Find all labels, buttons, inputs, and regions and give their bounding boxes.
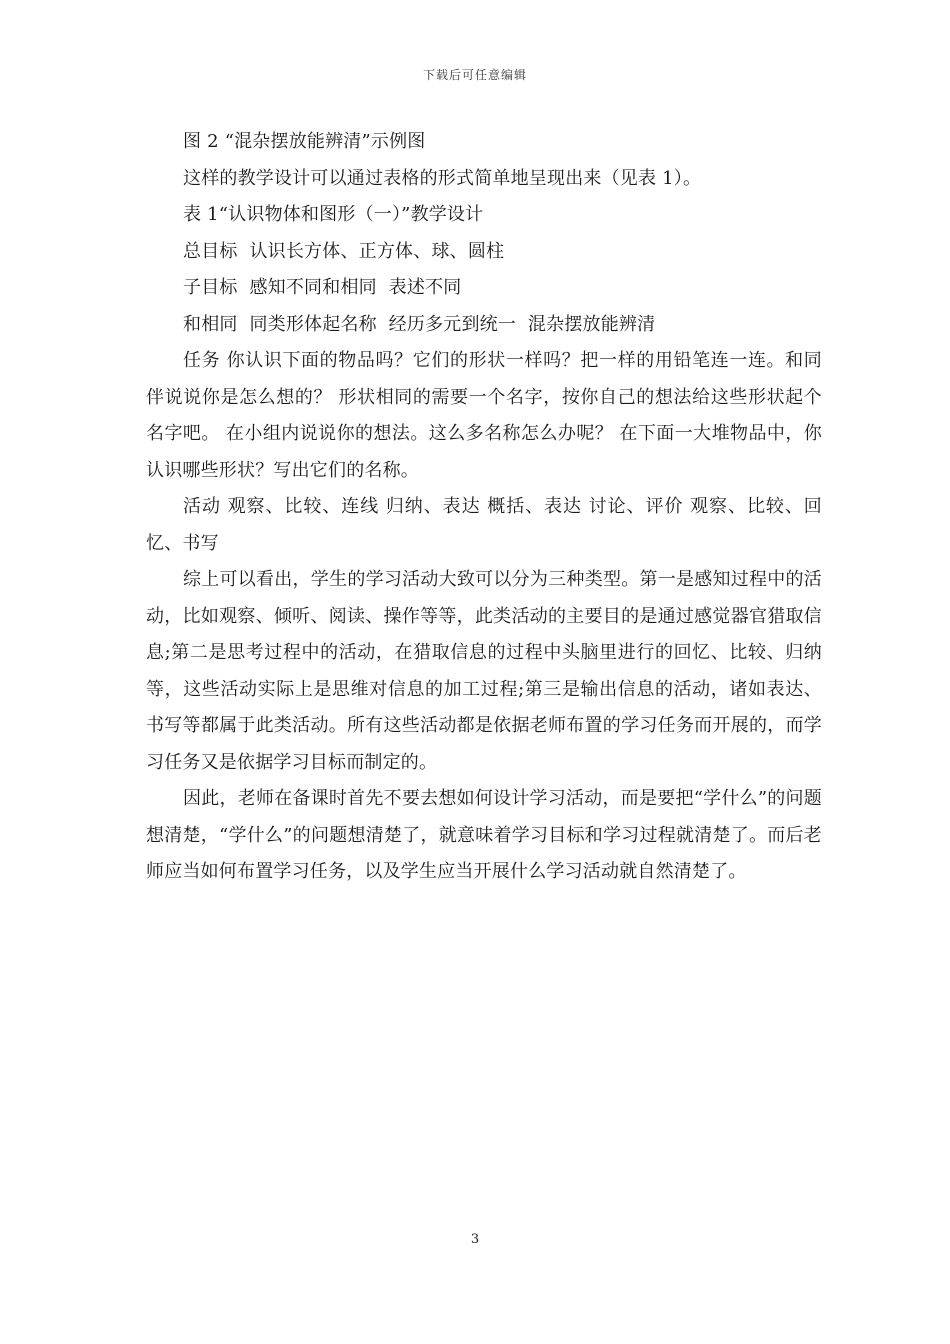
activities-paragraph: 活动 观察、比较、连线 归纳、表达 概括、表达 讨论、评价 观察、比较、回忆、书写 bbox=[146, 496, 822, 554]
sub-goal-line-1: 子目标 感知不同和相同 表述不同 bbox=[183, 277, 462, 298]
document-body bbox=[146, 124, 822, 891]
table-title: 表 1“认识物体和图形（一）”教学设计 bbox=[183, 204, 484, 225]
sub-goal-line-2: 和相同 同类形体起名称 经历多元到统一 混杂摆放能辨清 bbox=[183, 313, 656, 335]
page-number: 3 bbox=[470, 1232, 480, 1247]
intro-sentence: 这样的教学设计可以通过表格的形式简单地呈现出来（见表 1）。 bbox=[183, 167, 702, 189]
overall-goal: 总目标 认识长方体、正方体、球、圆柱 bbox=[183, 240, 505, 262]
page-header: 下载后可任意编辑 bbox=[422, 68, 527, 82]
figure-caption: 图 2 “混杂摆放能辨清”示例图 bbox=[183, 131, 426, 152]
conclusion-paragraph: 因此，老师在备课时首先不要去想如何设计学习活动，而是要把“学什么”的问题想清楚，“学什么”的问题想清楚了，就意味着学习目标和学习过程就清楚了。而后老师应当如何布置学习任务，以及学生应当开展什么学习活动就自然清楚了。 bbox=[146, 788, 822, 882]
tasks-paragraph: 任务 你认识下面的物品吗？它们的形状一样吗？把一样的用铅笔连一连。和同伴说说你是怎么想的？ 形状相同的需要一个名字，按你自己的想法给这些形状起个名字吧。 在小组内说说你的想法。这么多名称怎么办呢？ 在下面一大堆物品中，你认识哪些形状？写出它们的名称。 bbox=[146, 350, 822, 481]
summary-paragraph: 综上可以看出，学生的学习活动大致可以分为三种类型。第一是感知过程中的活动，比如观察、倾听、阅读、操作等等，此类活动的主要目的是通过感觉器官猎取信息;第二是思考过程中的活动，在猎取信息的过程中头脑里进行的回忆、比较、归纳等，这些活动实际上是思维对信息的加工过程;第三是输出信息的活动，诸如表达、书写等都属于此类活动。所有这些活动都是依据老师布置的学习任务而开展的，而学习任务又是依据学习目标而制定的。 bbox=[146, 569, 822, 773]
